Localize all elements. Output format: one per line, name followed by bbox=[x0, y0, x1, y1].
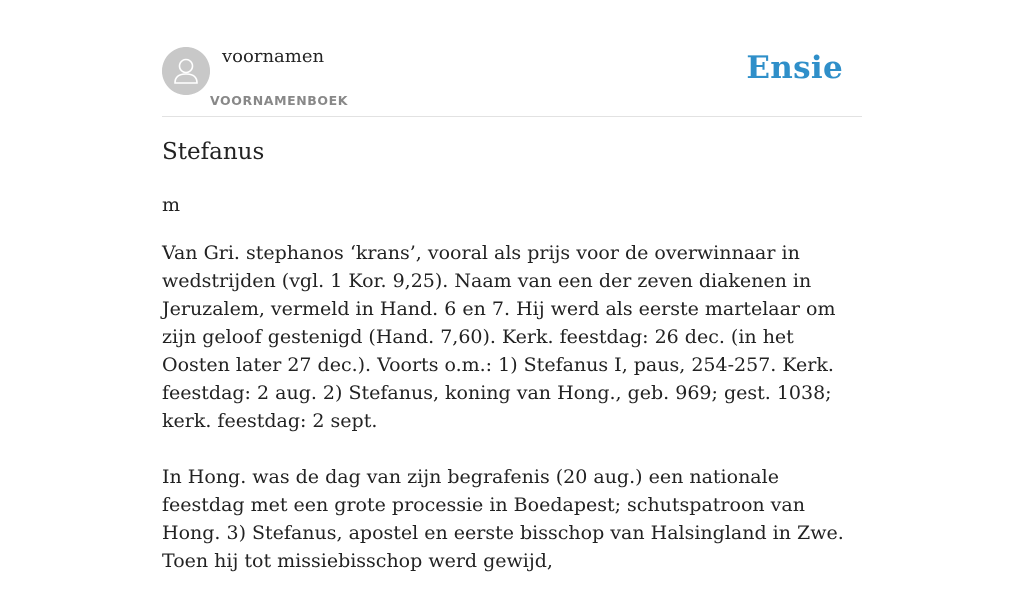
entry-body bbox=[162, 239, 862, 603]
user-avatar-icon[interactable] bbox=[162, 47, 210, 95]
entry-paragraph: In Hong. was de dag van zijn begrafenis (20 aug.) een nationale feestdag met een grote processie in Boedapest; schutspatroon van Hong. 3) Stefanus, apostel en eerste bisschop van Halsingland in Zwe. Toen hij tot missiebisschop werd gewijd, bbox=[162, 466, 844, 572]
ensie-logo[interactable]: Ensie bbox=[746, 50, 843, 86]
source-label[interactable]: VOORNAMENBOEK bbox=[210, 93, 349, 108]
entry-header bbox=[162, 0, 862, 117]
entry-title: Stefanus bbox=[162, 139, 265, 165]
author-link[interactable]: voornamen bbox=[222, 46, 325, 67]
page-container bbox=[162, 0, 862, 572]
entry-gender: m bbox=[162, 194, 181, 216]
entry-paragraph: Van Gri. stephanos ‘krans’, vooral als prijs voor de overwinnaar in wedstrijden (vgl. 1 Kor. 9,25). Naam van een der zeven diakenen in Jeruzalem, vermeld in Hand. 6 en 7. Hij werd als eerste martelaar om zijn geloof gestenigd (Hand. 7,60). Kerk. feestdag: 26 dec. (in het Oosten later 27 dec.). Voorts o.m.: 1) Stefanus I, paus, 254-257. Kerk. feestdag: 2 aug. 2) Stefanus, koning van Hong., geb. 969; gest. 1038; kerk. feestdag: 2 sept. bbox=[162, 242, 836, 432]
